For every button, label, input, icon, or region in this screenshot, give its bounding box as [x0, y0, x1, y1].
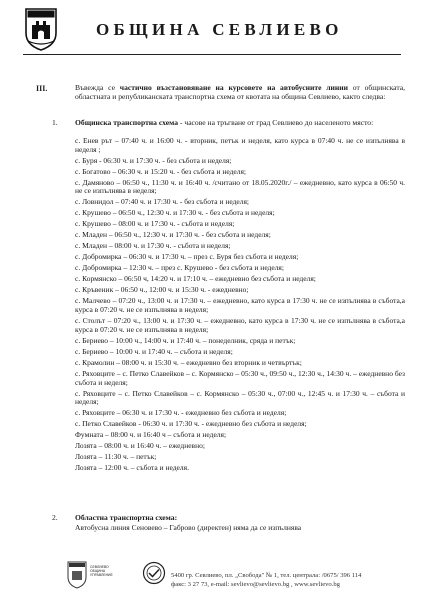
route-entry: с. Бериево – 10:00 ч. и 17:40 ч. – събота и неделя; [75, 346, 233, 356]
municipal-scheme-subtitle: - часове на тръгване от град Севлиево до населеното място: [178, 118, 374, 127]
regional-scheme-heading [75, 513, 405, 522]
section-number: III. [36, 84, 48, 93]
municipal-scheme-title: Общинска транспортна схема [75, 118, 179, 127]
regional-scheme-number: 2. [52, 513, 58, 522]
section-lead: Въвежда се [75, 83, 120, 92]
header-divider [23, 54, 401, 55]
route-entry: Лозята – 11:30 ч. – петък; [75, 452, 157, 462]
footer-logo-caption: СЕВЛИЕВО ОБЩИНА УПРАВЛЕНИЕ [90, 565, 113, 577]
route-entry: с. Младен – 08:00 ч. и 17:30 ч. - събота и неделя; [75, 241, 231, 251]
document-footer [0, 555, 424, 600]
section-lead-rest: от общинската, областната и републиканската транспортна схема от квотата на община Севлиево, както следва: [75, 83, 406, 102]
route-entry: с. Ряховците – с. Петко Славейков – с. Кормянско – 05:30 ч., 07:00 ч., 12:45 ч. и 17:30 ч. – събота и неделя; [75, 388, 405, 407]
footer-address: 5400 гр. Севлиево, пл. „Свобода" № 1, тел. централа: /0675/ 396 114 [171, 572, 362, 579]
section-lead-emphasis: частично възстановяване на курсовете на автобусните линии [119, 83, 348, 92]
route-entry: Лозята – 12:00 ч. – събота и неделя. [75, 463, 189, 473]
route-entry: с. Ряховците – 06:30 ч. и 17:30 ч. - ежедневно без събота и неделя; [75, 408, 287, 418]
municipal-scheme-number: 1. [52, 118, 58, 127]
route-entry: с. Крушево – 08:00 ч. и 17:30 ч. - събота и неделя; [75, 219, 235, 229]
route-entry: с. Бериево – 10:00 ч., 14:00 ч. и 17:40 ч. – понеделник, сряда и петък; [75, 335, 296, 345]
route-entry: с. Крамолин – 08:00 ч. и 15:30 ч. – ежедневно без вторник и четвъртък; [75, 357, 302, 367]
route-entry: с. Ряховците – с. Петко Славейков – с. Кормянско – 05:30 ч., 09:50 ч., 12:30 ч., 14:30 ч. – ежедневно без събота и неделя; [75, 368, 405, 387]
document-header [0, 0, 424, 58]
route-entry: с. Енев рът – 07:40 ч. и 16:00 ч. - вторник, петък и неделя, като курса в 07:40 ч. не се изпълнява в неделя ; [75, 136, 405, 154]
regional-scheme-line: Автобусна линия Сеновево – Габрово (директен) няма да се изпълнява [75, 523, 302, 532]
regional-scheme-title: Областна транспортна схема: [75, 513, 178, 522]
footer-contacts: факс: 3 27 73, e-mail: sevlievo@sevlievo.bg , www.sevlievo.bg [171, 581, 340, 588]
route-entry: с. Младен – 06:50 ч., 12:30 ч. и 17:30 ч. - без събота и неделя; [75, 230, 271, 240]
route-entry: Фумната – 08:00 ч. и 16:40 ч – събота и неделя; [75, 430, 227, 440]
route-entry: с. Петко Славейков - 06:30 ч. и 17:30 ч. - ежедневно без събота и неделя; [75, 419, 307, 429]
municipal-scheme-heading [75, 118, 405, 127]
route-entry: с. Кръвеник – 06:50 ч., 12:00 ч. и 15:30 ч. - ежедневно; [75, 285, 249, 295]
route-entry: с. Ловнидол – 07:40 ч. и 17:30 ч. - без събота и неделя; [75, 197, 250, 207]
municipal-crest-icon [24, 7, 58, 51]
route-entry: с. Добромирка – 12:30 ч. – през с. Крушево - без събота и неделя; [75, 263, 284, 273]
section-intro [75, 83, 405, 102]
route-schedule-list [75, 137, 405, 475]
municipality-title: ОБЩИНА СЕВЛИЕВО [96, 20, 343, 39]
route-entry: с. Крушево – 06:50 ч., 12:30 ч. и 17:30 ч. - без събота и неделя; [75, 208, 275, 218]
route-entry: с. Дамяново – 06:50 ч., 11:30 ч. и 16:40 ч. /считано от 18.05.2020г./ – ежедневно, като курса в 06:50 ч. не се изпълнява в неделя; [75, 177, 405, 196]
route-entry: с. Малчево – 07:20 ч., 13:00 ч. и 17:30 ч. – ежедневно, като курса в 17:30 ч. не се изпълнява в събота,а курса в 07:20 ч. не се изпълнява в неделя; [75, 296, 405, 315]
footer-contact [171, 571, 411, 589]
certification-seal-icon [142, 561, 166, 585]
municipal-logo-icon [66, 560, 88, 590]
route-entry: Лозята – 08:00 ч. и 16:40 ч. – ежедневно; [75, 441, 205, 451]
route-entry: с. Богатово – 06:30 ч. и 15:20 ч. - без събота и неделя; [75, 166, 247, 176]
route-entry: с. Кормянско – 06:50 ч, 14:20 ч. и 17:10 ч. – ежедневно без събота и неделя; [75, 274, 316, 284]
route-entry: с. Столът – 07:20 ч., 13:00 ч. и 17:30 ч. – ежедневно, като курса в 17:30 ч. не се изпълнява в събота,а курса в 07:20 ч. не се изпълнява в неделя; [75, 316, 405, 334]
route-entry: с. Буря - 06:30 ч. и 17:30 ч. - без събота и неделя; [75, 155, 232, 165]
route-entry: с. Добромирка – 06:30 ч. и 17:30 ч. – през с. Буря без събота и неделя; [75, 252, 299, 262]
